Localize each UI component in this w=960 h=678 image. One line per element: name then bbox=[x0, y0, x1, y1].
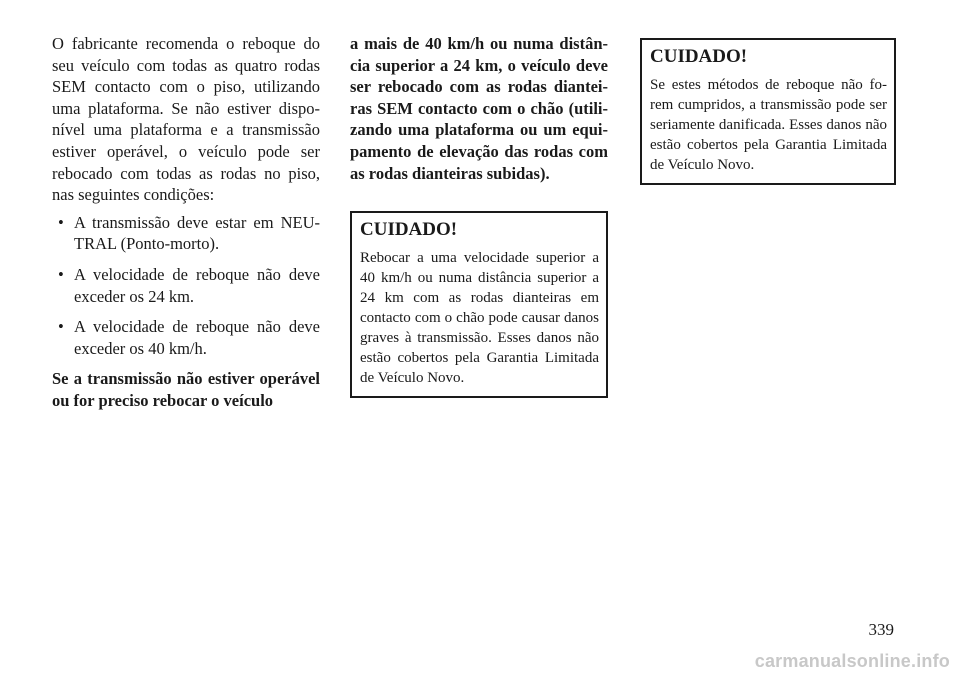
warning-text: Se estes métodos de reboque não forem cumpridos, a transmissão pode ser seriamente danificada. Esses danos não estão cobertos pela Garantia Limitada de Veículo Novo. bbox=[650, 77, 887, 173]
warning-title: CUIDADO! bbox=[650, 46, 748, 67]
warning-text: Rebocar a uma velocidade superior a 40 km/h ou numa distância superior a 24 km com as rodas dianteiras em contacto com o chão pode causar danos graves à transmissão. Esses danos não estão cobertos pela Garantia Limitada de Veículo Novo. bbox=[360, 250, 599, 387]
page-number: 339 bbox=[868, 620, 894, 639]
list-item-text: A transmissão deve estar em NEUTRAL (Ponto-morto). bbox=[74, 212, 320, 254]
bullet-icon: • bbox=[58, 317, 64, 337]
column-3 bbox=[640, 33, 896, 185]
warning-box bbox=[350, 211, 608, 398]
list-item bbox=[52, 316, 320, 359]
list-item bbox=[52, 264, 320, 307]
bullet-icon: • bbox=[58, 212, 64, 232]
list-item bbox=[52, 212, 320, 255]
column-1 bbox=[52, 33, 320, 412]
bold-paragraph-continuation: a mais de 40 km/h ou numa distância superior a 24 km, o veículo deve ser rebocado com as rodas dianteiras SEM contacto com o chão (utilizando uma plataforma ou um equipamento de elevação das rodas com as rodas dianteiras subidas). bbox=[350, 34, 608, 183]
warning-box bbox=[640, 38, 896, 185]
column-2 bbox=[350, 33, 608, 398]
conditions-list bbox=[52, 212, 320, 360]
bold-paragraph-start: Se a transmissão não estiver operável ou for preciso rebocar o veículo bbox=[52, 369, 320, 410]
list-item-text: A velocidade de reboque não deve exceder os 24 km. bbox=[74, 264, 320, 306]
warning-title: CUIDADO! bbox=[360, 219, 458, 241]
intro-paragraph: O fabricante recomenda o reboque do seu veículo com todas as quatro rodas SEM contacto com o piso, utilizando uma plataforma. Se não estiver disponível uma plataforma e a transmissão estiver operável, o veículo pode ser rebocado com todas as rodas no piso, nas seguintes condições: bbox=[52, 34, 320, 205]
watermark-text: carmanualsonline.info bbox=[754, 651, 950, 671]
bullet-icon: • bbox=[58, 264, 64, 284]
list-item-text: A velocidade de reboque não deve exceder os 40 km/h. bbox=[74, 317, 320, 358]
